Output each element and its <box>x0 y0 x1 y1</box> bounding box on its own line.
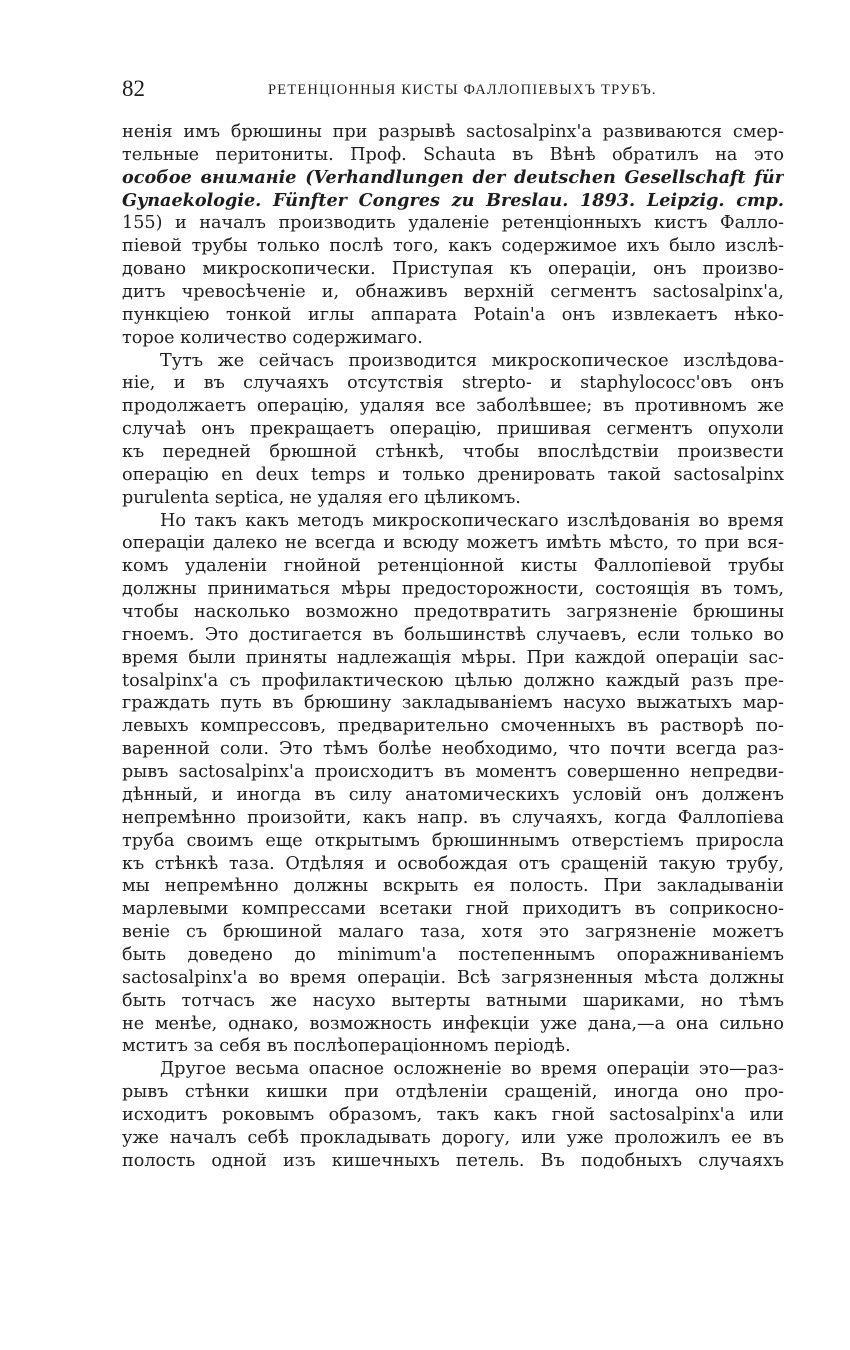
text-line: уже началъ себѣ прокладывать дорогу, или уже проложилъ ее въ <box>122 1127 784 1148</box>
text-line: полость одной изъ кишечныхъ петель. Въ подобныхъ случаяхъ <box>122 1150 784 1171</box>
text-line: веніе съ брюшиной малаго таза, хотя это загрязненіе можетъ <box>122 922 784 943</box>
text-line: пункціею тонкой иглы аппарата Potain'а онъ извлекаетъ нѣко- <box>122 304 784 325</box>
text-line: ніе, и въ случаяхъ отсутствія strepto- и staphylococc'овъ онъ <box>122 373 784 394</box>
text-line: мы непремѣнно должны вскрыть ея полость. При закладываніи <box>122 876 784 897</box>
text-line: варенной соли. Это тѣмъ болѣе необходимо, что почти всегда раз- <box>122 739 784 760</box>
page-number: 82 <box>122 76 145 101</box>
text-line: быть тотчасъ же насухо вытерты ватными шариками, но тѣмъ <box>122 990 784 1011</box>
text-line: тельные перитониты. Проф. Schauta въ Вѣнѣ обратилъ на это <box>122 144 784 165</box>
text-line: труба своимъ еще открытымъ брюшиннымъ отверстіемъ приросла <box>122 830 784 851</box>
text-line: Gynaekologie. Fünfter Congres zu Breslau. 1893. Leipzig. стр. <box>122 189 784 211</box>
running-head: РЕТЕНЦІОННЫЯ КИСТЫ ФАЛЛОПІЕВЫХЪ ТРУБЪ. <box>268 82 657 98</box>
text-line: граждать путь въ брюшину закладываніемъ насухо выжатыхъ мар- <box>122 693 784 714</box>
text-line: марлевыми компрессами всетаки гной приходитъ въ соприкосно- <box>122 899 784 920</box>
text-line: sactosalpinx'а во время операціи. Всѣ загрязненныя мѣста должны <box>122 967 784 988</box>
text-line: особое вниманіе (Verhandlungen der deutschen Gesellschaft für <box>122 166 784 188</box>
text-line: tosalpinx'а съ профилактическою цѣлью должно каждый разъ пре- <box>122 670 784 691</box>
text-line: исходитъ роковымъ образомъ, такъ какъ гной sactosalpinx'а или <box>122 1104 784 1125</box>
text-line: мститъ за себя въ послѣоперaціонномъ періодѣ. <box>122 1036 571 1057</box>
text-line: операцію en deux temps и только дренировать такой sactosalpinx <box>122 464 784 485</box>
text-line: операціи далеко не всегда и всюду можетъ имѣть мѣсто, то при вся- <box>122 533 784 554</box>
page-header <box>120 76 784 102</box>
text-line: случаѣ онъ прекращаетъ операцію, пришивая сегментъ опухоли <box>122 419 784 440</box>
text-line: purulenta septica, не удаляя его цѣликомъ. <box>122 487 521 508</box>
text-line: рывъ sactosalpinx'а происходитъ въ моментъ совершенно непредви- <box>122 762 784 783</box>
text-line: 155) и началъ производить удаленіе ретенціонныхъ кистъ Фалло- <box>122 213 784 234</box>
text-line: левыхъ компрессовъ, предварительно смоченныхъ въ растворѣ по- <box>122 716 784 737</box>
text-line: непремѣнно произойти, какъ напр. въ случаяхъ, когда Фаллопіева <box>122 807 784 828</box>
text-line: къ стѣнкѣ таза. Отдѣляя и освобождая отъ сращеній такую трубу, <box>122 853 784 874</box>
text-line: Другое весьма опасное осложненіе во время операціи это—раз- <box>160 1059 784 1080</box>
body-text <box>122 121 784 1173</box>
text-line: должны приниматься мѣры предосторожности, состоящія въ томъ, <box>122 579 784 600</box>
text-line: не менѣе, однако, возможность инфекціи уже дана,—а она сильно <box>122 1013 784 1034</box>
text-line: чтобы насколько возможно предотвратить загрязненіе брюшины <box>122 602 784 623</box>
text-line: довано микроскопически. Приступая къ операціи, онъ произво- <box>122 259 784 280</box>
text-line: торое количество содержимаго. <box>122 327 423 348</box>
text-line: дѣнный, и иногда въ силу анатомическихъ условій онъ долженъ <box>122 784 784 805</box>
text-line: ненія имъ брюшины при разрывѣ sactosalpinx'а развиваются смер- <box>122 122 784 142</box>
text-line: гноемъ. Это достигается въ большинствѣ случаевъ, если только во <box>122 624 784 645</box>
text-line: піевой трубы только послѣ того, какъ содержимое ихъ было изслѣ- <box>122 236 784 257</box>
text-line: время были приняты надлежащія мѣры. При каждой операціи sac- <box>122 647 784 668</box>
text-line: дитъ чревосѣченіе и, обнаживъ верхній сегментъ sactosalpinx'а, <box>122 282 784 303</box>
text-line: Но такъ какъ методъ микроскопическаго изслѣдованія во время <box>160 510 784 531</box>
text-line: рывъ стѣнки кишки при отдѣленіи сращеній, иногда оно про- <box>122 1082 784 1103</box>
text-line: продолжаетъ операцію, удаляя все заболѣвшее; въ противномъ же <box>122 396 784 417</box>
text-line: Тутъ же сейчасъ производится микроскопическое изслѣдова- <box>160 350 784 371</box>
text-line: къ передней брюшной стѣнкѣ, чтобы впослѣдствіи произвести <box>122 442 784 463</box>
text-line: комъ удаленіи гнойной ретенціонной кисты Фаллопіевой трубы <box>122 556 784 577</box>
text-line: быть доведено до minimum'а постепеннымъ опоражниваніемъ <box>122 944 784 965</box>
